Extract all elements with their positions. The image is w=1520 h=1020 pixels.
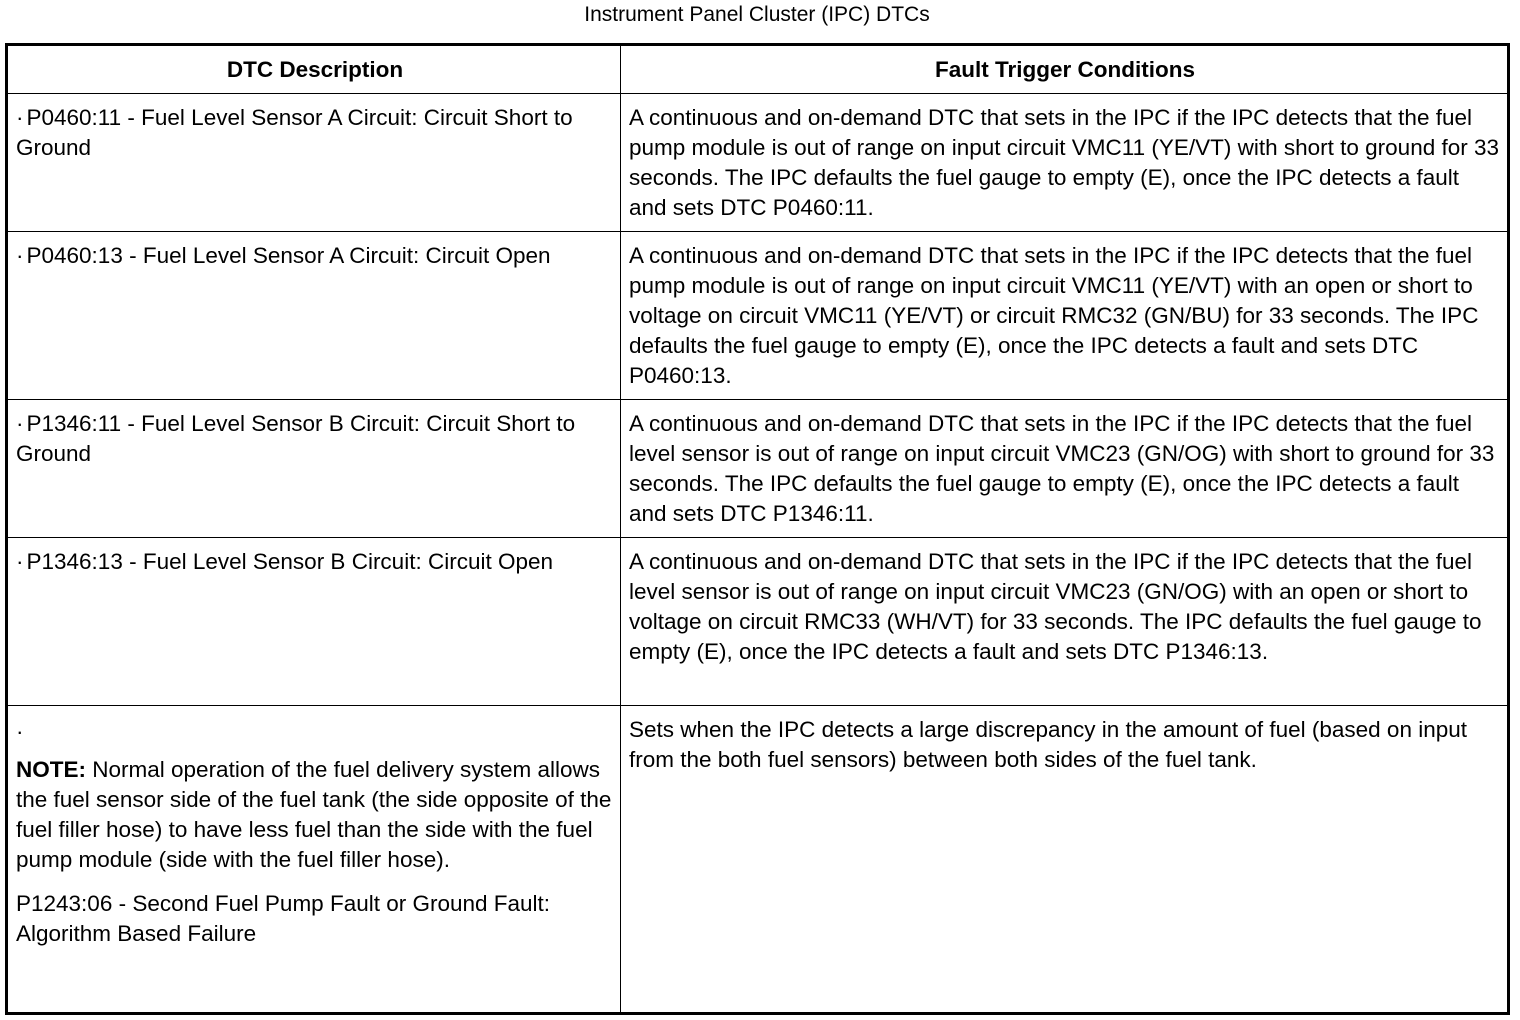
bullet: ·: [16, 549, 24, 574]
table-row: [7, 400, 1509, 538]
fault-conditions-cell: A continuous and on-demand DTC that sets in the IPC if the IPC detects that the fuel pump module is out of range on input circuit VMC11 (YE/VT) with short to ground for 33 seconds. The IPC defaults the fuel gauge to empty (E), once the IPC detects a fault and sets DTC P0460:11.: [621, 94, 1509, 232]
note-label: NOTE:: [16, 757, 86, 782]
note-text: Normal operation of the fuel delivery system allows the fuel sensor side of the fuel tank (the side opposite of the fuel filler hose) to have less fuel than the side with the fuel pump module (side with the fuel filler hose).: [16, 757, 612, 872]
bullet: ·: [16, 719, 24, 744]
dtc-description-cell: [7, 94, 621, 232]
table-row: [7, 706, 1509, 1014]
dtc-description-cell: [7, 538, 621, 706]
dtc-description-cell: [7, 706, 621, 1014]
fault-conditions-cell: Sets when the IPC detects a large discrepancy in the amount of fuel (based on input from the both fuel sensors) between both sides of the fuel tank.: [621, 706, 1509, 1014]
dtc-description-cell: [7, 400, 621, 538]
dtc-description-cell: [7, 232, 621, 400]
dtc-description-text: P1243:06 - Second Fuel Pump Fault or Ground Fault: Algorithm Based Failure: [16, 891, 551, 946]
dtc-description-text: P1346:13 - Fuel Level Sensor B Circuit: Circuit Open: [26, 549, 553, 574]
page-title: Instrument Panel Cluster (IPC) DTCs: [584, 3, 930, 26]
table-row: [7, 538, 1509, 706]
table-row: [7, 94, 1509, 232]
fault-conditions-cell: A continuous and on-demand DTC that sets in the IPC if the IPC detects that the fuel level sensor is out of range on input circuit VMC23 (GN/OG) with short to ground for 33 seconds. The IPC defaults the fuel gauge to empty (E), once the IPC detects a fault and sets DTC P1346:11.: [621, 400, 1509, 538]
fault-conditions-cell: A continuous and on-demand DTC that sets in the IPC if the IPC detects that the fuel level sensor is out of range on input circuit VMC23 (GN/OG) with an open or short to voltage on circuit RMC33 (WH/VT) for 33 seconds. The IPC defaults the fuel gauge to empty (E), once the IPC detects a fault and sets DTC P1346:13.: [621, 538, 1509, 706]
bullet: ·: [16, 243, 24, 268]
dtc-description-text: P1346:11 - Fuel Level Sensor B Circuit: Circuit Short to Ground: [16, 411, 576, 466]
column-header-fault-trigger-conditions: Fault Trigger Conditions: [621, 45, 1509, 94]
dtc-table: [5, 43, 1510, 1015]
fault-conditions-cell: A continuous and on-demand DTC that sets in the IPC if the IPC detects that the fuel pump module is out of range on input circuit VMC11 (YE/VT) with an open or short to voltage on circuit VMC11 (YE/VT) or circuit RMC32 (GN/BU) for 33 seconds. The IPC defaults the fuel gauge to empty (E), once the IPC detects a fault and sets DTC P0460:13.: [621, 232, 1509, 400]
bullet: ·: [16, 411, 24, 436]
column-header-dtc-description: DTC Description: [7, 45, 621, 94]
bullet: ·: [16, 105, 24, 130]
table-row: [7, 232, 1509, 400]
dtc-description-text: P0460:13 - Fuel Level Sensor A Circuit: Circuit Open: [26, 243, 551, 268]
note: [16, 755, 614, 875]
dtc-description-text: P0460:11 - Fuel Level Sensor A Circuit: Circuit Short to Ground: [16, 105, 573, 160]
table-header-row: [7, 45, 1509, 94]
